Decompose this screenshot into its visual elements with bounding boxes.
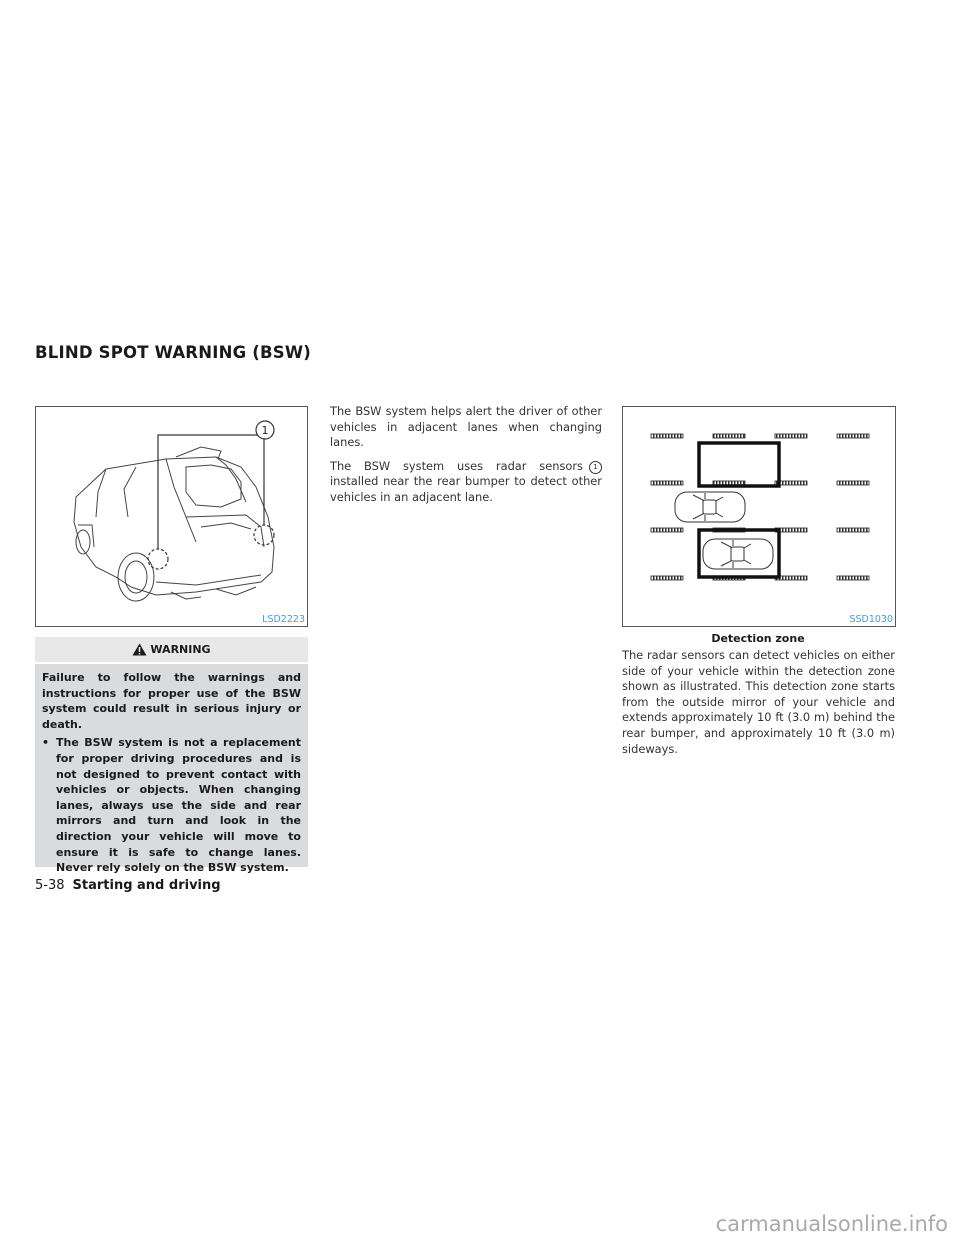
warning-intro: Failure to follow the warnings and instructions for proper use of the BSW system could result in serious injury or death. (42, 671, 301, 731)
adjacent-car-icon (675, 492, 745, 522)
body-paragraph-2-end: installed near the rear bumper to detect other vehicles in an adjacent lane. (330, 474, 602, 504)
body-paragraph-1: The BSW system helps alert the driver of other vehicles in adjacent lanes when changing lanes. (330, 404, 602, 450)
detection-zone-figure (622, 406, 896, 627)
body-text-column (330, 404, 602, 514)
vehicle-rear-illustration (36, 407, 307, 626)
detection-zone-text (622, 648, 895, 765)
vehicle-rear-figure (35, 406, 308, 627)
warning-triangle-icon (132, 643, 147, 656)
figure-code-right: SSD1030 (849, 614, 893, 625)
watermark: carmanualsonline.info (715, 1212, 948, 1236)
warning-header-label: WARNING (150, 643, 211, 656)
detection-zone-diagram (623, 407, 895, 626)
warning-header (35, 637, 308, 662)
warning-bullet-text: The BSW system is not a replacement for proper driving procedures and is not designed to prevent contact with vehicles or objects. When changing lanes, always use the side and rear mirrors and turn and look in the direction your vehicle will move to ensure it is safe to change lanes. Never rely solely on the BSW system. (56, 736, 301, 875)
chapter-title: Starting and driving (72, 878, 221, 893)
body-paragraph-3: The radar sensors can detect vehicles on either side of your vehicle within the detection zone shown as illustrated. This detection zone starts from the outside mirror of your vehicle and extends approximately 10 ft (3.0 m) behind the rear bumper, and approximately 10 ft (3.0 m) sideways. (622, 648, 895, 756)
page-footer (35, 878, 221, 893)
warning-bullet-item (42, 735, 301, 875)
own-car-icon (703, 539, 773, 569)
sensor-callout-number: 1 (261, 424, 269, 437)
section-title: BLIND SPOT WARNING (BSW) (35, 343, 312, 362)
bullet-marker: • (42, 736, 50, 750)
sensor-marker-icon: 1 (589, 461, 602, 474)
figure-code-left: LSD2223 (262, 614, 305, 625)
body-paragraph-2-start: The BSW system uses radar sensors (330, 458, 583, 473)
figure-caption: Detection zone (711, 632, 805, 645)
body-paragraph-2 (330, 459, 602, 506)
warning-body (35, 664, 308, 875)
page-number: 5-38 (35, 878, 65, 893)
